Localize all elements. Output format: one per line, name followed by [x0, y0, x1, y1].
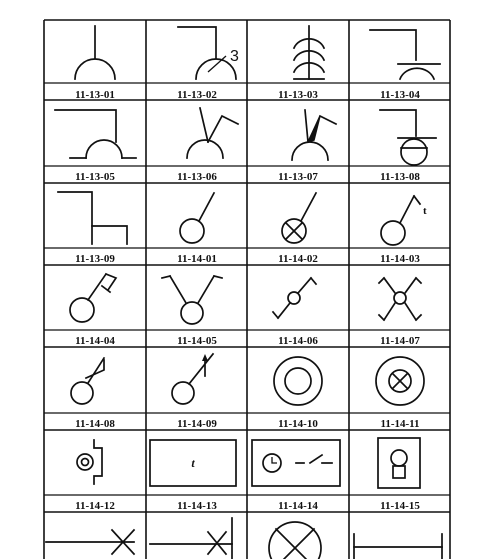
symbol-11-14-06	[273, 278, 316, 318]
time-delay-mark: t	[191, 456, 195, 470]
symbol-11-14-10	[274, 357, 322, 405]
label-11-14-05: 11-14-05	[177, 335, 217, 347]
symbol-11-13-04	[370, 30, 440, 79]
symbol-row7-col1	[46, 530, 134, 554]
symbol-11-14-01	[180, 193, 214, 243]
label-11-14-14: 11-14-14	[278, 500, 318, 512]
symbol-11-13-08	[380, 110, 436, 165]
symbol-11-14-08	[71, 358, 104, 404]
symbol-11-14-12	[77, 440, 102, 484]
symbol-11-13-06	[187, 108, 238, 158]
symbol-11-13-07	[292, 110, 336, 160]
label-11-14-13: 11-14-13	[177, 500, 217, 512]
label-11-14-15: 11-14-15	[380, 500, 420, 512]
label-11-14-11: 11-14-11	[380, 418, 420, 430]
label-11-13-04: 11-13-04	[380, 89, 420, 101]
symbol-11-14-04	[70, 274, 116, 322]
label-11-14-03: 11-14-03	[380, 253, 420, 265]
symbol-11-13-01	[75, 26, 115, 79]
label-11-13-03: 11-13-03	[278, 89, 318, 101]
symbol-11-13-05	[55, 110, 136, 158]
label-11-14-09: 11-14-09	[177, 418, 217, 430]
symbol-11-14-03	[381, 196, 427, 245]
symbol-11-14-11	[376, 357, 424, 405]
symbol-11-13-03	[294, 26, 324, 79]
symbol-11-14-13	[150, 440, 236, 486]
label-11-13-09: 11-13-09	[75, 253, 115, 265]
symbol-11-14-05	[162, 276, 222, 324]
label-11-14-10: 11-14-10	[278, 418, 318, 430]
label-11-13-06: 11-13-06	[177, 171, 217, 183]
label-11-14-06: 11-14-06	[278, 335, 318, 347]
label-11-13-05: 11-13-05	[75, 171, 115, 183]
quantity-mark: 3	[230, 48, 239, 65]
label-11-14-12: 11-14-12	[75, 500, 115, 512]
timer-mark: t	[423, 205, 427, 217]
symbol-11-13-02	[178, 27, 239, 79]
symbol-11-14-02	[282, 193, 316, 243]
symbol-11-14-14	[252, 440, 340, 486]
label-11-14-01: 11-14-01	[177, 253, 217, 265]
symbol-row7-col3	[269, 522, 321, 559]
symbol-11-14-15	[378, 438, 420, 488]
label-11-14-02: 11-14-02	[278, 253, 318, 265]
label-11-13-08: 11-13-08	[380, 171, 420, 183]
symbol-11-13-09	[58, 192, 127, 244]
label-11-13-07: 11-13-07	[278, 171, 318, 183]
label-11-13-02: 11-13-02	[177, 89, 217, 101]
symbol-11-14-09	[172, 354, 213, 404]
symbol-11-14-07	[379, 278, 421, 320]
symbol-row7-col4	[354, 534, 442, 559]
symbol-row7-col2	[150, 518, 232, 559]
label-11-14-04: 11-14-04	[75, 335, 115, 347]
label-11-14-08: 11-14-08	[75, 418, 115, 430]
label-11-14-07: 11-14-07	[380, 335, 420, 347]
label-11-13-01: 11-13-01	[75, 89, 115, 101]
